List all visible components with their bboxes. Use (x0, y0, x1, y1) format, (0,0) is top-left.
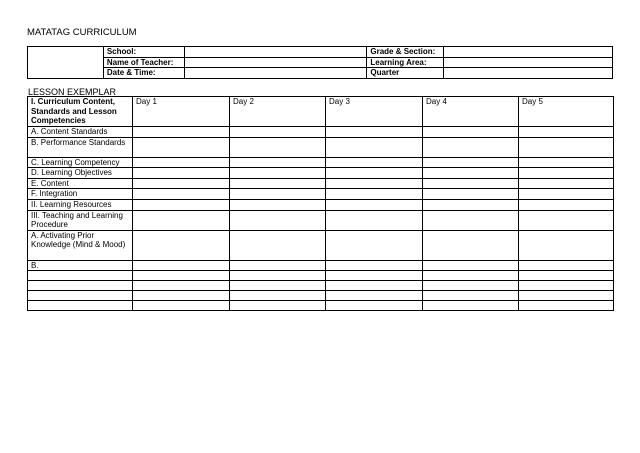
teacher-label: Name of Teacher: (103, 57, 184, 68)
grid-row (28, 301, 614, 311)
document-title: MATATAG CURRICULUM (27, 27, 137, 38)
day-entry-cell[interactable] (133, 189, 230, 200)
day-entry-cell[interactable] (230, 157, 326, 168)
row-label (28, 271, 133, 281)
day-entry-cell[interactable] (326, 157, 423, 168)
day-entry-cell[interactable] (133, 168, 230, 179)
day-entry-cell[interactable] (133, 199, 230, 210)
day-entry-cell[interactable] (133, 291, 230, 301)
day-entry-cell[interactable] (519, 281, 614, 291)
day-entry-cell[interactable] (230, 291, 326, 301)
grid-corner-header: I. Curriculum Content, Standards and Lesson Competencies (28, 97, 133, 127)
day-entry-cell[interactable] (423, 301, 519, 311)
day-entry-cell[interactable] (423, 168, 519, 179)
day-entry-cell[interactable] (326, 291, 423, 301)
day-entry-cell[interactable] (519, 157, 614, 168)
row-label: B. Performance Standards (28, 137, 133, 157)
day-entry-cell[interactable] (230, 210, 326, 230)
day-header: Day 5 (519, 97, 614, 127)
day-entry-cell[interactable] (230, 178, 326, 189)
row-label: III. Teaching and Learning Procedure (28, 210, 133, 230)
grade-section-field[interactable] (444, 47, 613, 58)
datetime-field[interactable] (184, 68, 367, 79)
day-entry-cell[interactable] (423, 178, 519, 189)
teacher-field[interactable] (184, 57, 367, 68)
day-entry-cell[interactable] (326, 260, 423, 271)
grid-row (28, 199, 614, 210)
quarter-field[interactable] (444, 68, 613, 79)
row-label: A. Activating Prior Knowledge (Mind & Mood) (28, 230, 133, 260)
day-entry-cell[interactable] (230, 168, 326, 179)
day-entry-cell[interactable] (230, 137, 326, 157)
grid-row (28, 230, 614, 260)
day-entry-cell[interactable] (519, 291, 614, 301)
day-entry-cell[interactable] (423, 271, 519, 281)
school-label: School: (103, 47, 184, 58)
day-entry-cell[interactable] (326, 178, 423, 189)
row-label: C. Learning Competency (28, 157, 133, 168)
row-label: D. Learning Objectives (28, 168, 133, 179)
day-entry-cell[interactable] (326, 127, 423, 138)
row-label (28, 291, 133, 301)
row-label: II. Learning Resources (28, 199, 133, 210)
grid-row (28, 210, 614, 230)
grid-row (28, 260, 614, 271)
day-entry-cell[interactable] (326, 137, 423, 157)
day-header: Day 1 (133, 97, 230, 127)
datetime-label: Date & Time: (103, 68, 184, 79)
day-entry-cell[interactable] (423, 199, 519, 210)
day-entry-cell[interactable] (423, 189, 519, 200)
day-entry-cell[interactable] (133, 178, 230, 189)
grid-row (28, 137, 614, 157)
section-label: LESSON EXEMPLAR (28, 87, 117, 97)
day-entry-cell[interactable] (519, 260, 614, 271)
day-entry-cell[interactable] (423, 230, 519, 260)
grid-row (28, 189, 614, 200)
quarter-label: Quarter (367, 68, 444, 79)
day-entry-cell[interactable] (230, 189, 326, 200)
day-entry-cell[interactable] (423, 260, 519, 271)
day-entry-cell[interactable] (423, 127, 519, 138)
day-entry-cell[interactable] (326, 271, 423, 281)
learning-area-field[interactable] (444, 57, 613, 68)
day-entry-cell[interactable] (326, 281, 423, 291)
grid-row (28, 281, 614, 291)
logo-cell (28, 47, 104, 79)
day-entry-cell[interactable] (519, 199, 614, 210)
row-label: F. Integration (28, 189, 133, 200)
lesson-grid (27, 96, 614, 311)
day-entry-cell[interactable] (230, 230, 326, 260)
grid-row (28, 168, 614, 179)
day-entry-cell[interactable] (230, 260, 326, 271)
day-entry-cell[interactable] (519, 127, 614, 138)
school-field[interactable] (184, 47, 367, 58)
day-entry-cell[interactable] (133, 260, 230, 271)
day-entry-cell[interactable] (519, 168, 614, 179)
day-entry-cell[interactable] (326, 189, 423, 200)
row-label (28, 281, 133, 291)
row-label: B. (28, 260, 133, 271)
day-entry-cell[interactable] (133, 301, 230, 311)
grid-row (28, 178, 614, 189)
day-entry-cell[interactable] (519, 137, 614, 157)
day-entry-cell[interactable] (133, 281, 230, 291)
grid-row (28, 291, 614, 301)
day-entry-cell[interactable] (326, 230, 423, 260)
day-entry-cell[interactable] (519, 189, 614, 200)
row-label: A. Content Standards (28, 127, 133, 138)
grid-row (28, 271, 614, 281)
day-entry-cell[interactable] (133, 230, 230, 260)
day-entry-cell[interactable] (326, 210, 423, 230)
day-entry-cell[interactable] (519, 301, 614, 311)
day-entry-cell[interactable] (519, 230, 614, 260)
day-entry-cell[interactable] (326, 199, 423, 210)
day-entry-cell[interactable] (423, 281, 519, 291)
day-entry-cell[interactable] (133, 210, 230, 230)
day-entry-cell[interactable] (133, 157, 230, 168)
day-entry-cell[interactable] (423, 291, 519, 301)
header-info-table (27, 46, 613, 79)
day-entry-cell[interactable] (326, 301, 423, 311)
day-entry-cell[interactable] (230, 281, 326, 291)
day-entry-cell[interactable] (133, 271, 230, 281)
day-entry-cell[interactable] (423, 210, 519, 230)
day-entry-cell[interactable] (519, 271, 614, 281)
day-entry-cell[interactable] (519, 210, 614, 230)
day-entry-cell[interactable] (133, 137, 230, 157)
day-entry-cell[interactable] (423, 137, 519, 157)
day-entry-cell[interactable] (133, 127, 230, 138)
day-entry-cell[interactable] (326, 168, 423, 179)
day-entry-cell[interactable] (230, 271, 326, 281)
grade-section-label: Grade & Section: (367, 47, 444, 58)
day-entry-cell[interactable] (230, 301, 326, 311)
day-entry-cell[interactable] (230, 127, 326, 138)
row-label: E. Content (28, 178, 133, 189)
day-header: Day 3 (326, 97, 423, 127)
grid-row (28, 157, 614, 168)
learning-area-label: Learning Area: (367, 57, 444, 68)
day-header: Day 2 (230, 97, 326, 127)
grid-row (28, 127, 614, 138)
row-label (28, 301, 133, 311)
day-entry-cell[interactable] (230, 199, 326, 210)
day-entry-cell[interactable] (519, 178, 614, 189)
day-header: Day 4 (423, 97, 519, 127)
day-entry-cell[interactable] (423, 157, 519, 168)
